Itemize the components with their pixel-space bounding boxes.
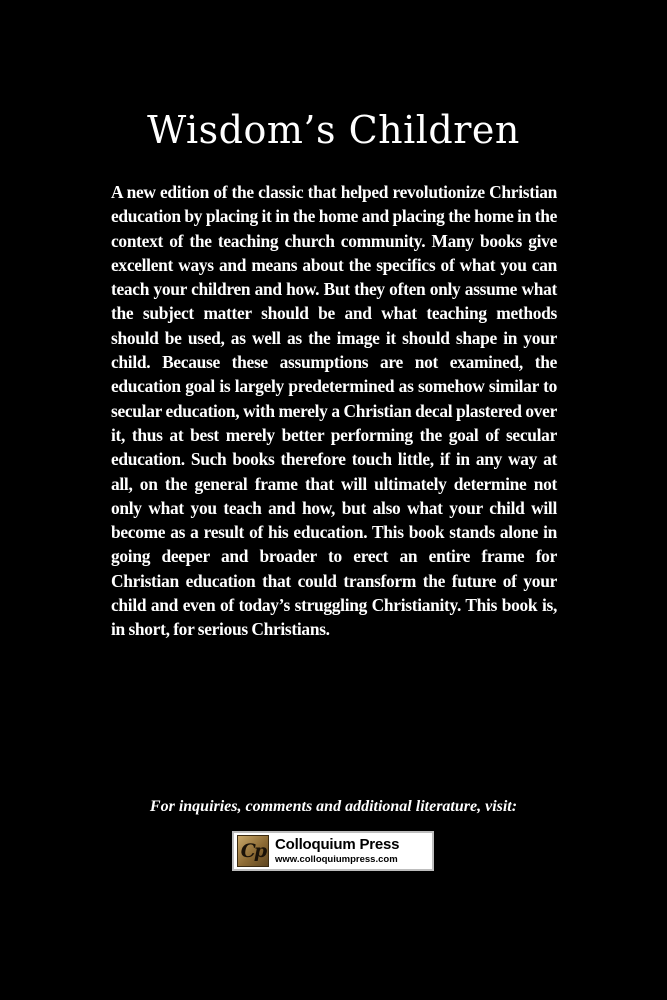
logo-monogram: Cp [240,840,266,862]
inquiries-note: For inquiries, comments and additional literature, visit: [149,798,518,815]
publisher-logo [232,831,434,871]
cp-monogram-icon [237,835,269,867]
book-description: A new edition of the classic that helped revolutionize Christian education by placing it in the home and placing the home in the context of the teaching church community. Many books give excellent ways and means about the specifics of what you can teach your children and how. But they often only assume what the subject matter should be and what teaching methods should be used, as well as the image it should shape in your child. Because these assumptions are not examined, the education goal is largely predetermined as somehow similar to secular education, with merely a Christian decal plastered over it, thus at best merely better performing the goal of secular education. Such books therefore touch little, if in any way at all, on the general frame that will ultimately determine not only what you teach and how, but also what your child will become as a result of his education. This book stands alone in going deeper and broader to erect an entire frame for Christian education that could transform the future of your child and even of today’s struggling Christianity. This book is, in short, for serious Christians. [111,182,557,640]
publisher-name: Colloquium Press [275,836,400,854]
publisher-url: www.colloquiumpress.com [275,854,398,866]
publisher-text [275,837,399,865]
book-title: Wisdom’s Children [147,108,520,152]
